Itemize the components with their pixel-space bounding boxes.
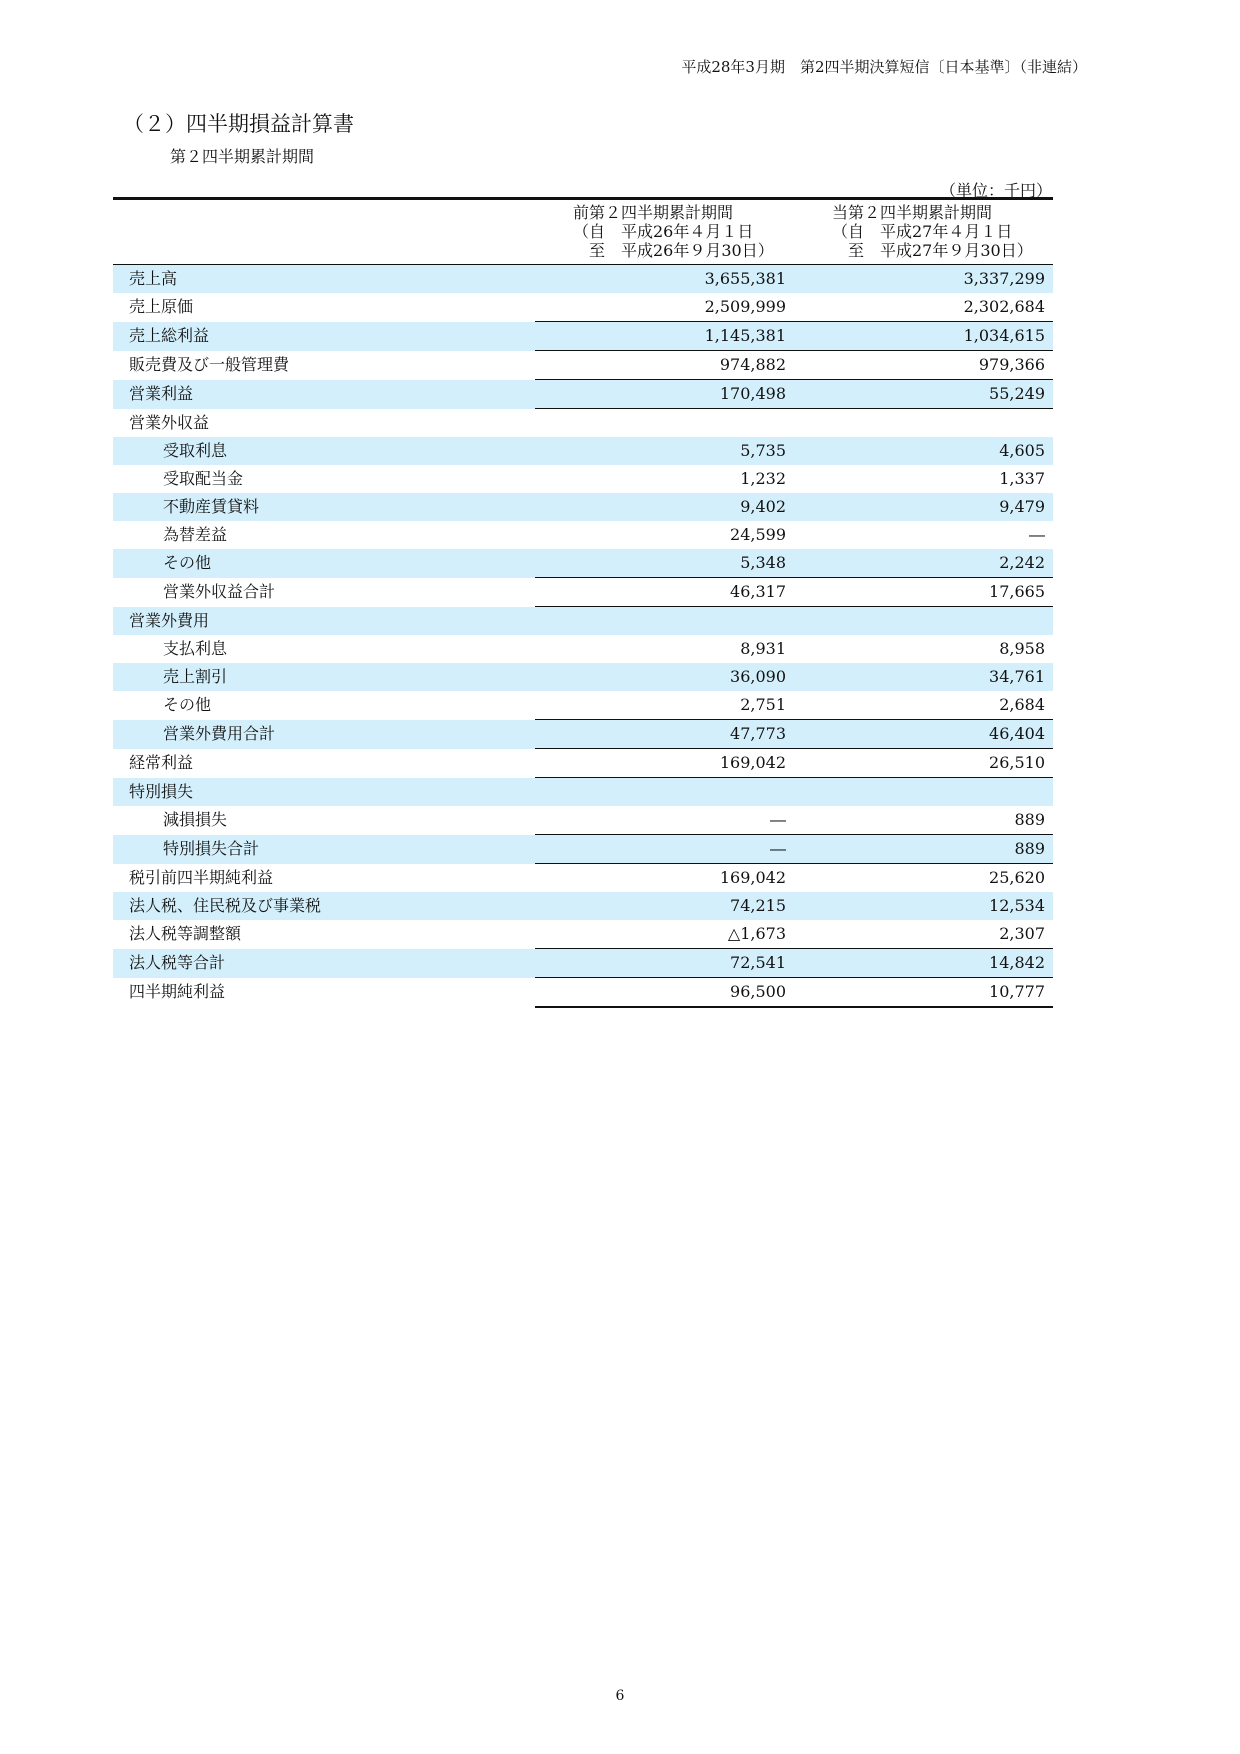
prev-value: 5,735 [535, 437, 794, 465]
cur-value: 9,479 [794, 493, 1053, 521]
cur-value: 26,510 [794, 749, 1053, 778]
row-label: 営業外費用 [113, 607, 535, 636]
prev-value: 47,773 [535, 720, 794, 749]
prev-value: 72,541 [535, 949, 794, 978]
row-label: 法人税、住民税及び事業税 [113, 892, 535, 920]
cur-value [794, 607, 1053, 636]
row-label: その他 [113, 549, 535, 578]
table-header-row [113, 199, 1053, 265]
cur-value: 3,337,299 [794, 265, 1053, 294]
row-label: 売上総利益 [113, 322, 535, 351]
cur-value: 2,684 [999, 695, 1045, 714]
cur-period-title: 当第２四半期累計期間 [832, 203, 993, 222]
row-label: 四半期純利益 [129, 982, 226, 1002]
row-label: 受取利息 [113, 437, 535, 465]
label-column-header [113, 199, 535, 265]
prev-value: ― [535, 835, 794, 864]
row-label: 営業外収益合計 [163, 582, 276, 601]
prev-value: △1,673 [727, 924, 786, 943]
table-row [113, 949, 1053, 978]
row-label: 法人税等調整額 [129, 924, 242, 944]
prev-value: 169,042 [535, 864, 794, 893]
table-row [113, 607, 1053, 636]
document-header: 平成28年3月期 第2四半期決算短信〔日本基準〕（非連結） [681, 58, 1087, 76]
prev-value: 1,145,381 [535, 322, 794, 351]
table-row [113, 978, 1053, 1008]
table-row [113, 892, 1053, 920]
table-row [113, 663, 1053, 691]
prev-period-from: （自 平成26年４月１日 [573, 222, 754, 241]
prev-value: 74,215 [535, 892, 794, 920]
prev-value: 170,498 [535, 380, 794, 409]
row-label: 売上割引 [113, 663, 535, 691]
cur-value: 17,665 [794, 578, 1053, 607]
table-row [113, 691, 1053, 720]
prev-value: 3,655,381 [535, 265, 794, 294]
table-row [113, 351, 1053, 380]
prev-value: 46,317 [535, 578, 794, 607]
row-label: 受取配当金 [163, 469, 244, 488]
row-label: 経常利益 [129, 753, 194, 772]
cur-value: 1,034,615 [794, 322, 1053, 351]
table-row [113, 635, 1053, 663]
prev-value [535, 778, 794, 807]
cur-value: 889 [794, 835, 1053, 864]
row-label: 売上原価 [129, 297, 194, 317]
cur-value: 979,366 [794, 351, 1053, 380]
table-row [113, 437, 1053, 465]
row-label: 営業利益 [113, 380, 535, 409]
prev-value: 1,232 [740, 469, 786, 488]
prev-value: 24,599 [730, 525, 786, 544]
cur-value [794, 778, 1053, 807]
cur-value: 2,242 [794, 549, 1053, 578]
page-number: 6 [615, 1688, 625, 1704]
table-row [113, 549, 1053, 578]
prev-value: 9,402 [535, 493, 794, 521]
cur-period-header [794, 199, 1053, 265]
table-row [113, 806, 1053, 835]
unit-label: （単位：千円） [939, 181, 1052, 200]
table-row [113, 864, 1053, 893]
income-statement-table [113, 197, 1053, 1008]
table-row [113, 578, 1053, 607]
row-label: 特別損失合計 [113, 835, 535, 864]
cur-value: 34,761 [794, 663, 1053, 691]
row-label: 減損損失 [163, 810, 228, 830]
cur-value: 14,842 [794, 949, 1053, 978]
cur-value: 4,605 [794, 437, 1053, 465]
prev-value: 36,090 [535, 663, 794, 691]
row-label: 売上高 [113, 265, 535, 294]
table-row [113, 293, 1053, 322]
row-label: 営業外収益 [129, 412, 210, 432]
row-label: 販売費及び一般管理費 [129, 355, 290, 374]
cur-value: 12,534 [794, 892, 1053, 920]
prev-value: 2,509,999 [704, 297, 786, 316]
row-label: 特別損失 [113, 778, 535, 807]
table-row [113, 409, 1053, 438]
table-row [113, 265, 1053, 294]
cur-value: 55,249 [794, 380, 1053, 409]
row-label: 法人税等合計 [113, 949, 535, 978]
cur-period-to: 至 平成27年９月30日） [832, 241, 1033, 260]
cur-value: 46,404 [794, 720, 1053, 749]
row-label: 営業外費用合計 [113, 720, 535, 749]
table-row [113, 778, 1053, 807]
row-label: 不動産賃貸料 [113, 493, 535, 521]
table-row [113, 920, 1053, 949]
cur-value: 8,958 [999, 639, 1045, 658]
table-row [113, 720, 1053, 749]
table-row [113, 749, 1053, 778]
cur-value [794, 409, 1053, 438]
table-row [113, 521, 1053, 549]
cur-value: 2,307 [999, 924, 1045, 943]
cur-value: 1,337 [999, 469, 1045, 488]
prev-value: ― [770, 810, 786, 829]
prev-value: 974,882 [535, 351, 794, 380]
prev-value: 8,931 [740, 639, 786, 658]
section-title: （２）四半期損益計算書 [123, 112, 354, 136]
prev-value [535, 409, 794, 438]
cur-value: ― [1029, 525, 1045, 544]
cur-value: 10,777 [794, 978, 1053, 1008]
row-label: 税引前四半期純利益 [129, 867, 274, 887]
prev-value [535, 607, 794, 636]
prev-value: 169,042 [535, 749, 794, 778]
cur-value: 2,302,684 [963, 297, 1045, 316]
prev-period-title: 前第２四半期累計期間 [573, 203, 734, 222]
table-row [113, 322, 1053, 351]
row-label: 為替差益 [163, 525, 228, 544]
table-row [113, 380, 1053, 409]
row-label: その他 [163, 695, 212, 715]
prev-period-header [535, 199, 794, 265]
prev-value: 5,348 [535, 549, 794, 578]
cur-period-from: （自 平成27年４月１日 [832, 222, 1013, 241]
cur-value: 25,620 [794, 864, 1053, 893]
table-row [113, 493, 1053, 521]
cur-value: 889 [1014, 810, 1045, 829]
table-row [113, 835, 1053, 864]
row-label: 支払利息 [163, 639, 228, 658]
prev-value: 96,500 [535, 978, 794, 1008]
table-row [113, 465, 1053, 493]
period-subtitle: 第２四半期累計期間 [170, 147, 315, 166]
prev-period-to: 至 平成26年９月30日） [573, 241, 774, 260]
prev-value: 2,751 [740, 695, 786, 714]
